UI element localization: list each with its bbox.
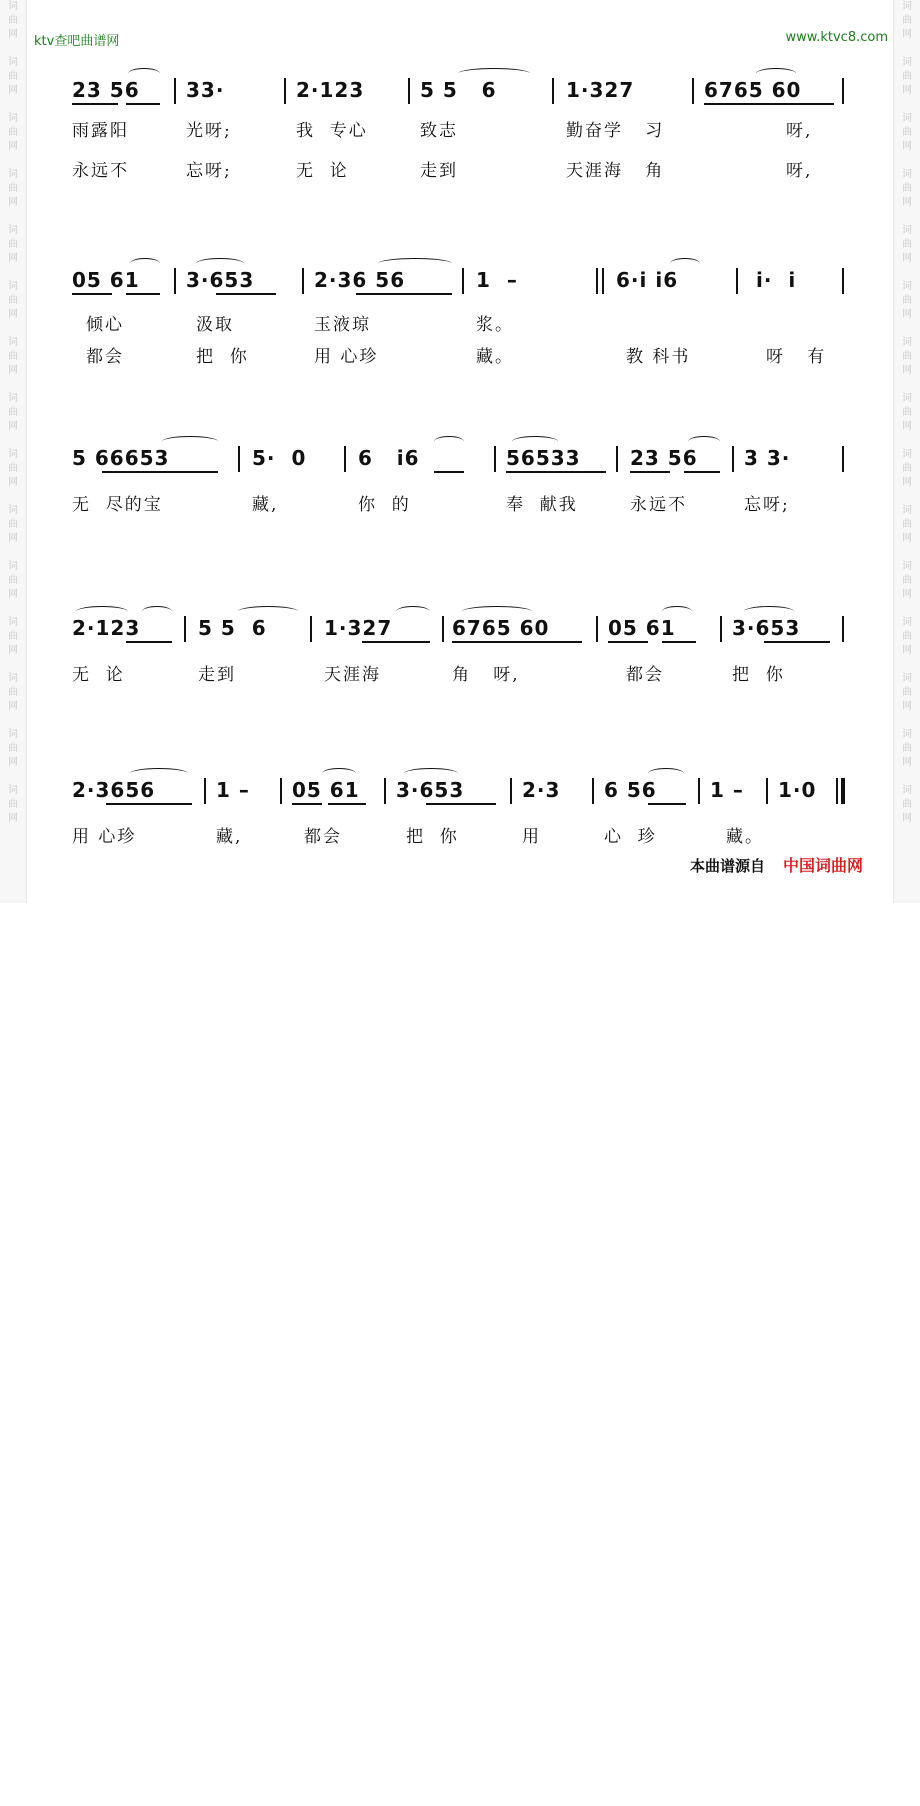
lyric: 永远不 bbox=[72, 161, 129, 181]
score-row-2 bbox=[66, 260, 856, 370]
lyric: 藏, bbox=[216, 827, 243, 847]
slur bbox=[130, 768, 188, 779]
barline bbox=[692, 78, 694, 104]
barline bbox=[596, 616, 598, 642]
underline-beam bbox=[434, 471, 464, 473]
measure: 2·123 bbox=[296, 78, 365, 102]
notes-line bbox=[66, 608, 856, 648]
measure: 1 – bbox=[476, 268, 518, 292]
measure: 1 – bbox=[216, 778, 250, 802]
lyric: 天涯海 角 bbox=[566, 161, 665, 181]
measure: 3 3· bbox=[744, 446, 791, 470]
barline bbox=[310, 616, 312, 642]
slur bbox=[512, 436, 558, 447]
measure: i· i bbox=[756, 268, 797, 292]
source-credit bbox=[690, 853, 863, 876]
lyrics-line-1 bbox=[66, 490, 856, 516]
slur bbox=[662, 606, 692, 617]
slur bbox=[434, 436, 464, 447]
lyric: 走到 bbox=[420, 161, 458, 181]
measure: 5 5 6 bbox=[420, 78, 497, 102]
barline bbox=[174, 78, 176, 104]
lyrics-line-1 bbox=[66, 822, 856, 848]
lyric: 天涯海 bbox=[324, 665, 381, 685]
underline-beam bbox=[764, 641, 830, 643]
slur bbox=[396, 606, 430, 617]
lyric: 玉液琼 bbox=[314, 315, 371, 335]
underline-beam bbox=[72, 293, 112, 295]
lyric: 都会 bbox=[304, 827, 342, 847]
site-name-left: ktv查吧曲谱网 bbox=[34, 34, 120, 49]
lyric: 无 尽的宝 bbox=[72, 495, 163, 515]
final-barline bbox=[836, 778, 838, 804]
underline-beam bbox=[106, 803, 192, 805]
source-label: 本曲谱源自 bbox=[690, 857, 766, 875]
lyric: 汲取 bbox=[196, 315, 234, 335]
barline bbox=[284, 78, 286, 104]
notes-line bbox=[66, 70, 856, 110]
barline bbox=[720, 616, 722, 642]
barline bbox=[510, 778, 512, 804]
barline bbox=[842, 446, 844, 472]
lyric: 雨露阳 bbox=[72, 121, 129, 141]
lyric: 用 心珍 bbox=[72, 827, 137, 847]
final-barline bbox=[841, 778, 845, 804]
barline bbox=[766, 778, 768, 804]
lyric: 无 论 bbox=[72, 665, 125, 685]
lyric: 呀, bbox=[786, 121, 813, 141]
underline-beam bbox=[452, 641, 582, 643]
measure: 3·653 bbox=[186, 268, 255, 292]
underline-beam bbox=[608, 641, 648, 643]
underline-beam bbox=[292, 803, 322, 805]
lyric: 用 心珍 bbox=[314, 347, 379, 367]
measure: 5 5 6 bbox=[198, 616, 267, 640]
lyric: 把 你 bbox=[406, 827, 459, 847]
barline bbox=[842, 78, 844, 104]
slur bbox=[756, 68, 796, 79]
underline-beam bbox=[328, 803, 366, 805]
slur bbox=[196, 258, 244, 269]
barline bbox=[736, 268, 738, 294]
slur bbox=[322, 768, 356, 779]
underline-beam bbox=[356, 293, 452, 295]
measure: 6 56 bbox=[604, 778, 657, 802]
lyric: 倾心 bbox=[86, 315, 124, 335]
lyrics-line-2 bbox=[66, 342, 856, 368]
barline bbox=[442, 616, 444, 642]
lyric: 光呀; bbox=[186, 121, 232, 141]
barline bbox=[698, 778, 700, 804]
underline-beam bbox=[126, 293, 160, 295]
lyric: 角 呀, bbox=[452, 665, 520, 685]
underline-beam bbox=[704, 103, 834, 105]
underline-beam bbox=[648, 803, 686, 805]
lyric: 教 科书 bbox=[626, 347, 691, 367]
slur bbox=[670, 258, 700, 269]
lyric: 呀, bbox=[786, 161, 813, 181]
lyric: 藏, bbox=[252, 495, 279, 515]
underline-beam bbox=[684, 471, 720, 473]
barline bbox=[184, 616, 186, 642]
barline bbox=[204, 778, 206, 804]
barline bbox=[732, 446, 734, 472]
barline bbox=[280, 778, 282, 804]
score-row-3 bbox=[66, 438, 856, 548]
repeat-barline bbox=[602, 268, 604, 294]
lyrics-line-1 bbox=[66, 116, 856, 142]
measure: 3·653 bbox=[396, 778, 465, 802]
measure: 2·3 bbox=[522, 778, 561, 802]
source-brand-link[interactable]: 中国词曲网 bbox=[783, 856, 864, 875]
measure: 33· bbox=[186, 78, 225, 102]
slur bbox=[238, 606, 298, 617]
lyric: 把 你 bbox=[196, 347, 249, 367]
barline bbox=[842, 268, 844, 294]
underline-beam bbox=[216, 293, 276, 295]
lyric: 呀 有 bbox=[766, 347, 827, 367]
underline-beam bbox=[662, 641, 696, 643]
slur bbox=[128, 68, 160, 79]
slur bbox=[162, 436, 218, 447]
slur bbox=[142, 606, 172, 617]
measure: 2·3656 bbox=[72, 778, 156, 802]
slur bbox=[404, 768, 458, 779]
notes-line bbox=[66, 438, 856, 478]
lyric: 藏。 bbox=[476, 347, 514, 367]
measure: 1·0 bbox=[778, 778, 817, 802]
slur bbox=[458, 68, 530, 79]
lyric: 心 珍 bbox=[604, 827, 657, 847]
lyric: 勤奋学 习 bbox=[566, 121, 665, 141]
lyrics-line-2 bbox=[66, 156, 856, 182]
measure: 23 56 bbox=[630, 446, 698, 470]
barline bbox=[842, 616, 844, 642]
score-row-1 bbox=[66, 70, 856, 180]
slur bbox=[76, 606, 128, 617]
measure: 6·i i6 bbox=[616, 268, 679, 292]
notes-line bbox=[66, 260, 856, 300]
slur bbox=[378, 258, 452, 269]
lyric: 浆。 bbox=[476, 315, 514, 335]
measure: 6 i6 bbox=[358, 446, 420, 470]
lyric: 无 论 bbox=[296, 161, 349, 181]
measure: 05 61 bbox=[292, 778, 360, 802]
site-url-right: www.ktvc8.com bbox=[785, 30, 888, 45]
underline-beam bbox=[126, 641, 172, 643]
measure: 56533 bbox=[506, 446, 581, 470]
barline bbox=[616, 446, 618, 472]
barline bbox=[408, 78, 410, 104]
barline bbox=[592, 778, 594, 804]
barline bbox=[552, 78, 554, 104]
underline-beam bbox=[72, 103, 118, 105]
barline bbox=[384, 778, 386, 804]
measure: 05 61 bbox=[72, 268, 140, 292]
measure: 1·327 bbox=[566, 78, 635, 102]
barline bbox=[462, 268, 464, 294]
measure: 23 56 bbox=[72, 78, 140, 102]
score-row-4 bbox=[66, 608, 856, 718]
measure: 3·653 bbox=[732, 616, 801, 640]
lyric: 把 你 bbox=[732, 665, 785, 685]
measure: 6765 60 bbox=[704, 78, 802, 102]
underline-beam bbox=[506, 471, 606, 473]
lyric: 忘呀; bbox=[186, 161, 232, 181]
slur bbox=[462, 606, 532, 617]
barline bbox=[238, 446, 240, 472]
right-watermark-strip: 词 曲 网 词 曲 网 词 曲 网 词 曲 网 词 曲 网 词 曲 网 词 曲 网 词 曲 网 词 曲 网 词 曲 网 词 曲 网 词 曲 网 词 曲 网 词 曲 网 词 曲 网 bbox=[893, 0, 920, 903]
lyric: 都会 bbox=[626, 665, 664, 685]
lyric: 我 专心 bbox=[296, 121, 368, 141]
lyric: 走到 bbox=[198, 665, 236, 685]
barline bbox=[174, 268, 176, 294]
lyrics-line-1 bbox=[66, 660, 856, 686]
measure: 2·36 56 bbox=[314, 268, 406, 292]
underline-beam bbox=[126, 103, 160, 105]
measure: 1 – bbox=[710, 778, 744, 802]
slur bbox=[648, 768, 684, 779]
lyric: 致志 bbox=[420, 121, 458, 141]
slur bbox=[744, 606, 794, 617]
lyric: 藏。 bbox=[726, 827, 764, 847]
left-watermark-strip: 词 曲 网 词 曲 网 词 曲 网 词 曲 网 词 曲 网 词 曲 网 词 曲 网 词 曲 网 词 曲 网 词 曲 网 词 曲 网 词 曲 网 词 曲 网 词 曲 网 词 曲 网 bbox=[0, 0, 27, 903]
barline bbox=[302, 268, 304, 294]
measure: 5· 0 bbox=[252, 446, 307, 470]
measure: 1·327 bbox=[324, 616, 393, 640]
underline-beam bbox=[630, 471, 670, 473]
underline-beam bbox=[362, 641, 430, 643]
lyric: 永远不 bbox=[630, 495, 687, 515]
repeat-barline bbox=[596, 268, 598, 294]
measure: 5 66653 bbox=[72, 446, 170, 470]
underline-beam bbox=[102, 471, 218, 473]
barline bbox=[344, 446, 346, 472]
slur bbox=[130, 258, 160, 269]
lyric: 你 的 bbox=[358, 495, 411, 515]
slur bbox=[688, 436, 720, 447]
measure: 05 61 bbox=[608, 616, 676, 640]
measure: 6765 60 bbox=[452, 616, 550, 640]
measure: 2·123 bbox=[72, 616, 141, 640]
lyric: 用 bbox=[522, 827, 541, 847]
barline bbox=[494, 446, 496, 472]
notes-line bbox=[66, 770, 856, 810]
underline-beam bbox=[426, 803, 496, 805]
lyric: 都会 bbox=[86, 347, 124, 367]
lyrics-line-1 bbox=[66, 310, 856, 336]
lyric: 奉 献我 bbox=[506, 495, 578, 515]
lyric: 忘呀; bbox=[744, 495, 790, 515]
